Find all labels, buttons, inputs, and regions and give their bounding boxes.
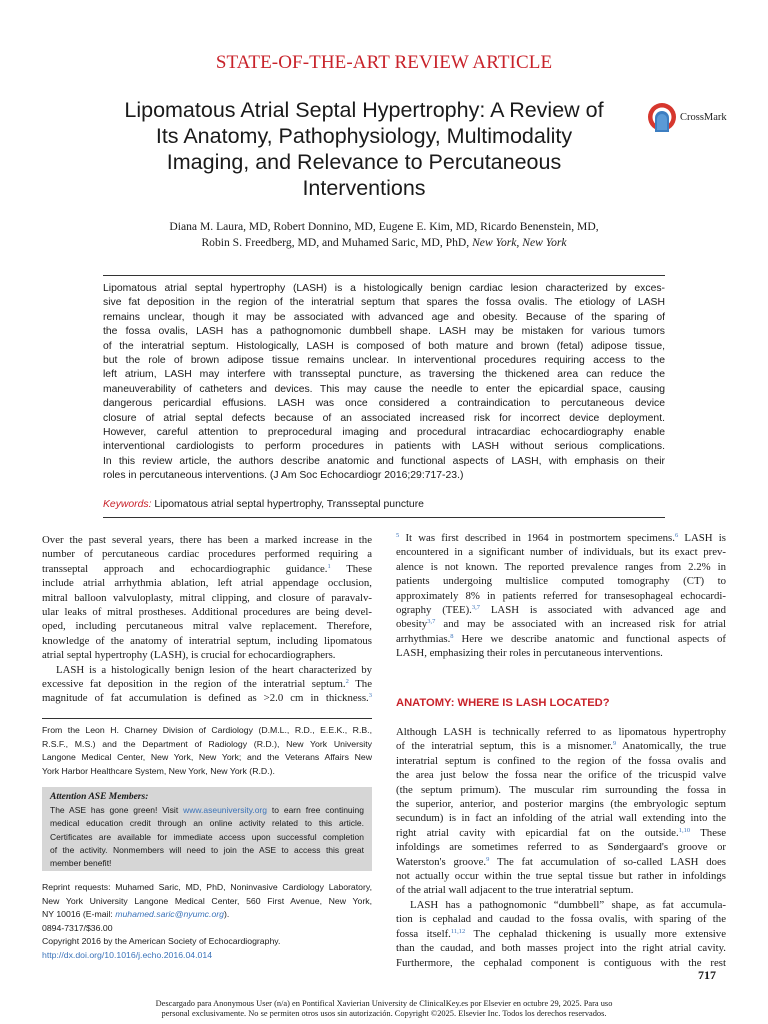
body-line: atrial septal hypertrophy (LASH), is crucial for echocardiographers. [42,649,336,662]
body-line: magnitude of fat accumulation is defined as >2.0 cm in thickness.$^3$ [42,692,372,705]
body-line: transseptal approach and echocardiographic guidance.$^1$ These [42,562,372,575]
citation-link[interactable]: 6 [674,532,679,539]
abstract-line: Lipomatous atrial septal hypertrophy (LASH) is a histologically benign cardiac lesion characterized by exces- [103,283,665,294]
body-line: mitral balloon valvuloplasty, mitral clipping, and closure of paravalv- [42,591,372,604]
body-line: obesity$^{3,7}$ and may be associated with an increased risk for atrial [396,618,726,631]
body-line: number of percutaneous cardiac procedures performed requiring a [42,548,372,561]
abstract-line: remains unclear, though it may be associated with advanced age and obesity. Because of the sparing of [103,311,665,323]
footer-line: personal exclusivamente. No se permiten otros usos sin autorización. Copyright ©2025. Elsevier Inc. Todos los derechos reservados. [161,1008,607,1018]
anatomy-column [396,725,726,970]
intro-column-continued [396,531,726,661]
citation-link[interactable]: 9 [486,855,490,863]
body-line: Over the past several years, there has been a marked increase in the [42,534,372,546]
body-line: fossa itself.$^{11,12}$ The cephalad thickening is usually more extensive [396,927,726,940]
body-line: approximately 8% in patients referred for transesophageal echocardi- [396,589,726,602]
issn-line: 0894-7317/$36.00 [42,922,113,933]
reprint-line: New York University Langone Medical Center, 560 First Avenue, New York, [42,895,372,906]
abstract-line: but the role of brown adipose tissue remains unclear. In interventional procedures requiring access to the [103,355,665,367]
citation-link[interactable]: 8 [450,632,454,640]
reprint-note [42,881,372,963]
body-line: tion is cephalad and caudad to the fossa ovalis, with sparing of the [396,913,726,926]
body-line: oped, including percutaneous mitral valve replacement. Therefore, [42,620,372,633]
body-line: LASH is a histologically benign lesion of the heart characterized by [56,663,372,676]
affiliation-line: Langone Medical Center, New York, New York; and the Veterans Affairs New [42,752,372,763]
body-line: ular leaks of mitral prostheses. Additional procedures are being devel- [42,606,372,619]
title-line: Its Anatomy, Pathophysiology, Multimodality [155,124,573,148]
author-location: New York, New York [472,236,567,249]
citation-link[interactable]: 3 [368,692,372,700]
ase-notice-line: medical education credit through an online activity related to this article. [50,818,364,829]
citation-link[interactable]: 5 [396,532,400,539]
body-line: arrhythmias.$^8$ Here we describe anatomic and functional aspects of [396,632,726,645]
body-line: knowledge of the anatomy of interatrial septum, including lipomatous [42,634,372,647]
crossmark-badge[interactable] [646,101,746,137]
ase-notice-line: The ASE has gone green! Visit www.aseuniversity.org to earn free continuing [50,805,364,816]
affiliation-note [42,724,372,778]
author-line: Diana M. Laura, MD, Robert Donnino, MD, Eugene E. Kim, MD, Ricardo Benenstein, MD, [169,220,599,233]
body-line: Waterston's groove.$^9$ The fat accumulation of so-called LASH does [396,855,726,868]
abstract-line: In this review article, the authors describe anatomic and functional aspects of LASH, with emphasis on their [103,455,665,467]
title-line: Interventions [302,176,426,200]
ase-notice-line: member benefit! [50,858,112,869]
author-line [84,235,684,251]
body-line: Furthermore, the cephalad component is contiguous with the rest [396,956,726,969]
citation-link[interactable]: 11,12 [450,927,466,935]
body-line: the area just below the fossa near the orifice of the tricuspid valve [396,769,726,782]
abstract [103,282,665,484]
abstract-top-rule [103,275,665,276]
abstract-line: However, careful attention to preprocedural imaging and procedural intracardiac echocardiography enable [103,427,665,439]
citation-link[interactable]: 3,7 [471,604,480,612]
reprint-line: Reprint requests: Muhamed Saric, MD, PhD, Noninvasive Cardiology Laboratory, [42,882,372,892]
footer-line: Descargado para Anonymous User (n/a) en Pontifical Xavierian University de ClinicalKey.es por Elsevier en octubre 29, 2025. Para uso [155,999,613,1008]
body-line: of the atrial wall adjacent to the true interatrial septum. [396,884,634,897]
citation-link[interactable]: 9 [612,740,617,748]
title-line: Lipomatous Atrial Septal Hypertrophy: A Review of [124,98,604,122]
citation-link[interactable]: 3,7 [427,618,436,626]
body-line: ography (TEE).$^{3,7}$ LASH is associated with advanced age and [396,604,726,617]
abstract-line: dangerous pericardial effusions. LASH was once considered a contraindication to percutaneous device [103,398,665,410]
body-line: include atrial arrhythmia ablation, left atrial appendage occlusion, [42,577,372,590]
body-line: Although LASH is technically referred to as lipomatous hypertrophy [396,726,726,738]
author-names: Robin S. Freedberg, MD, and Muhamed Saric, MD, PhD, [201,236,470,249]
page-number: 717 [698,968,716,982]
body-line: patients undergoing multislice computed tomography (CT) to [396,575,726,588]
body-line: of the interatrial septum, this is a misnomer.$^9$ Anatomically, the true [396,740,727,753]
body-line: than the caudad, and both masses project into the right atrial cavity. [396,942,726,955]
intro-column [42,533,372,706]
ase-notice-line: Certificates are available for immediate access upon successful completion [50,831,364,842]
author-list [84,219,684,251]
body-line: alence is not known. The reported prevalence ranges from 2.2% in [396,560,726,573]
affiliation-line: From the Leon H. Charney Division of Cardiology (D.M.L., R.D., E.E.K., R.B., [42,725,372,735]
body-line: the superior, anterior, and posterior margins (the embryologic septum [396,798,726,811]
body-line: (the septum primum). The muscular rim surrounding the fossa in [396,783,726,796]
abstract-line: maneuverability of catheters and devices. This may cause the needle to enter the epicardial space, causing [103,383,665,395]
crossmark-label: CrossMark [680,112,727,123]
body-line: LASH has a pathognomonic “dumbbell” shape, as fat accumula- [410,898,726,911]
ase-notice-heading: Attention ASE Members: [50,792,149,802]
doi-link[interactable]: http://dx.doi.org/10.1016/j.echo.2016.04.014 [42,949,213,960]
abstract-line: of the interatrial septum. Histologically, LASH is composed of both mature and brown (fetal) adipose tissue, [103,340,665,352]
abstract-line: sive fat deposition in the region of the interatrial septum that spares the fossa ovalis. The etiology of LASH [103,297,665,309]
abstract-bottom-rule [103,517,665,518]
body-line: secundum) is in fact an infolding of the atrial wall extending into the [396,812,726,825]
citation-link[interactable]: 1 [327,562,331,570]
ase-notice-box [42,787,372,871]
body-line: encountered in a significant number of individuals, but its exact prev- [396,546,726,559]
body-line: $^5$ It was first described in 1964 in postmortem specimens.$^6$ LASH is [396,532,727,544]
section-heading-anatomy: ANATOMY: WHERE IS LASH LOCATED? [396,697,610,709]
affiliation-line: R.S.F., M.S.) and the Department of Radiology (R.D.), New York University [42,738,372,749]
ase-notice-line: of the activity. Nonmembers will need to join the ASE to access this great [50,844,364,855]
download-footer [0,999,768,1018]
abstract-line: interventional cardiologists to perform procedures in patients with LASH without serious complications. [103,441,665,453]
abstract-line: closure of atrial septal defects because of an associated increased risk for incorrect device deployment. [103,412,665,424]
aseuniversity-link[interactable]: www.aseuniversity.org [183,805,267,816]
abstract-line: roles in percutaneous interventions. (J Am Soc Echocardiogr 2016;29:717-23.) [103,470,464,482]
abstract-line: the fossa ovalis, LASH has a pathognomonic dumbbell shape. LASH may be mistaken for various tumors [103,326,665,338]
keywords-text: Lipomatous atrial septal hypertrophy, Transseptal puncture [154,499,424,510]
body-line: excessive fat deposition in the region of the interatrial septum.$^2$ The [42,678,372,691]
email-link[interactable]: muhamed.saric@nyumc.org [115,909,224,920]
reprint-line: NY 10016 (E-mail: muhamed.saric@nyumc.org). [42,909,230,920]
section-label: STATE-OF-THE-ART REVIEW ARTICLE [215,52,553,73]
citation-link[interactable]: 1,10 [678,826,691,834]
article-title [84,97,644,201]
footnote-rule [42,718,372,719]
citation-link[interactable]: 2 [345,678,349,686]
body-line: not actually occur within the true septal tissue but rather in infoldings [396,870,726,883]
keywords-label: Keywords: [103,499,152,510]
body-line: infoldings are sometimes referred to as Søndergaard's groove or [396,841,726,854]
affiliation-line: York Harbor Healthcare System, New York, New York (R.D.). [42,765,275,776]
body-line: LASH, emphasizing their roles in percutaneous interventions. [396,647,663,660]
abstract-line: left atrium, LASH may interfere with transseptal puncture, as traversing the thickened area can reduce the [103,369,665,381]
keywords [103,499,424,510]
title-line: Imaging, and Relevance to Percutaneous [166,150,562,174]
body-line: right atrial cavity with epicardial fat on the outside.$^{1,10}$ These [396,826,726,839]
body-line: interatrial septum is confined to the region of the fossa ovalis and [396,754,726,767]
crossmark-icon [646,101,678,135]
copyright-line: Copyright 2016 by the American Society of Echocardiography. [42,936,281,947]
